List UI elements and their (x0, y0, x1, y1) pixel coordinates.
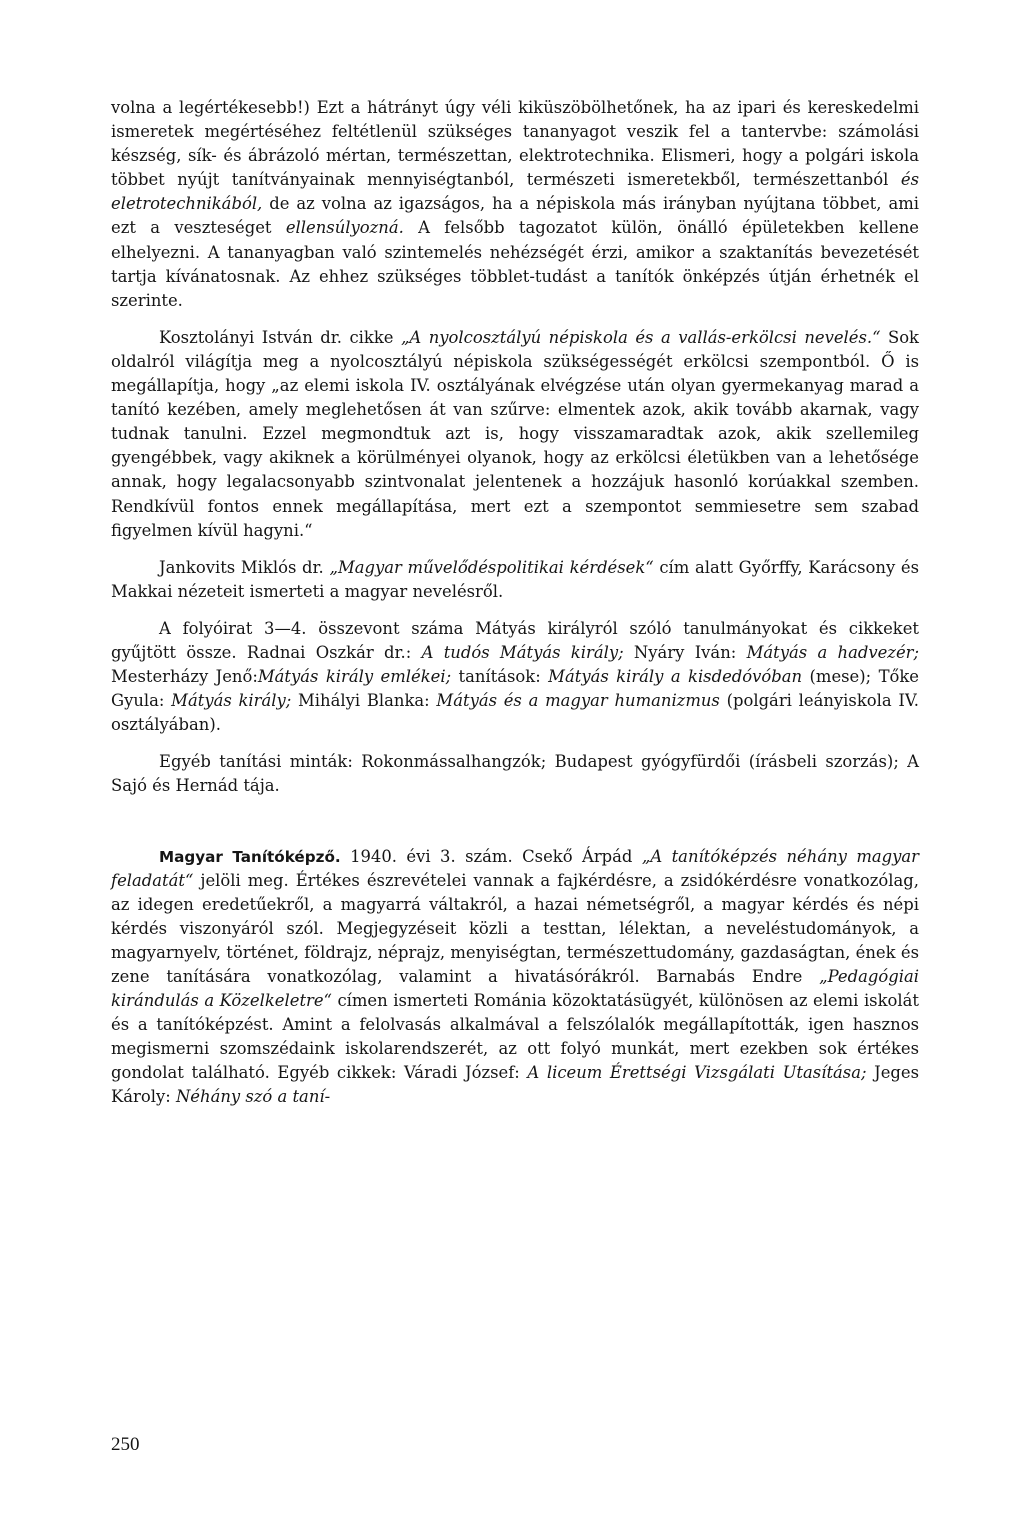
text-run: Jeges Károly: (111, 1063, 919, 1107)
text-run: címen ismerteti Románia közoktatásügyét, különösen az elemi iskolát és a tanítóképzést. Amint a felolvasás alkalmával a felszólalók megállapították, igen hasznos megismerni szomszédaink iskolarendszerét, az ott folyó munkát, mert ezekben sok értékes gondolat található. Egyéb cikkek: Váradi József: (111, 991, 919, 1083)
italic-title-run: Mátyás király emlékei; (257, 667, 452, 687)
text-run: A felsőbb tagozatot külön, önálló épületekben kellene elhelyezni. A tananyagban való szintemelés nehézségét érzi, amikor a szaktanítás bevezetését tartja kívánatosnak. Az ehhez szükséges többlet-tudást a tanítók önképzés útján érhetnék el szerinte. (111, 218, 919, 310)
paragraph-6 (111, 845, 919, 1110)
text-run: Egyéb tanítási minták: Rokonmássalhangzók; Budapest gyógyfürdői (írásbeli szorzás); A Sajó és Hernád tája. (111, 752, 919, 796)
journal-title: Magyar Tanítóképző. (159, 847, 341, 866)
text-run: A folyóirat 3—4. összevont száma Mátyás királyról szóló tanulmányokat és cikkeket gyűjtött össze. Radnai Oszkár dr.: (111, 618, 919, 662)
text-run: (mese); Tőke Gyula: (111, 667, 920, 711)
italic-title-run: Mátyás és a magyar humanizmus (436, 691, 720, 711)
italic-title-run: Mátyás a hadvezér; (746, 642, 920, 662)
text-run: Kosztolányi István dr. cikke (159, 327, 401, 347)
text-run: Mesterházy Jenő: (111, 667, 258, 687)
text-run: 1940. évi 3. szám. Csekő Árpád (340, 846, 642, 866)
italic-title-run: és eletrotechnikából, (111, 170, 919, 214)
italic-title-run: A liceum Érettségi Vizsgálati Utasítása; (527, 1063, 867, 1083)
text-run: Sok oldalról világítja meg a nyolcosztályú népiskola szükségességét erkölcsi szempontból. Ő is megállapítja, hogy „az elemi iskola IV. osztályának elvégzése után olyan gyermekanyag marad a tanító kezében, amely meglehetősen át van szűrve: elmentek azok, akik tovább akarnak, vagy tudnak tanulni. Ezzel megmondtuk azt is, hogy visszamaradtak azok, akik szellemileg gyengébbek, vagy akiknek a körülményei olyanok, hogy az erkölcsi életükben van a lehetősége annak, hogy legalacsonyabb szintvonalat jelentenek a hozzájuk hasonló korúakkal szemben. Rendkívül fontos ennek megállapítása, mert ezt a szempontot semmiesetre sem szabad figyelmen kívül hagyni.“ (111, 327, 919, 540)
paragraph-3 (111, 556, 919, 604)
text-run: jelöli meg. Értékes észrevételei vannak a fajkérdésre, a zsidókérdésre vonatkozólag, az idegen eredetűekről, a magyarrá váltakról, a hazai németségről, a magyar kérdés és népi kérdés viszonyáról szól. Megjegyzéseit közli a testtan, lélektan, a neveléstudományok, a magyarnyelv, történet, földrajz, néprajz, menyiségtan, természettudomány, gazdaságtan, ének és zene tanítására vonatkozólag, valamint a hivatásórákról. Barnabás Endre (111, 870, 919, 986)
italic-title-run: „Magyar művelődéspolitikai kérdések“ (329, 557, 654, 577)
paragraph-2 (111, 326, 919, 543)
page-body (111, 96, 919, 1110)
italic-title-run: „A tanítóképzés néhány magyar feladatát“ (111, 846, 920, 890)
paragraph-5 (111, 750, 919, 798)
italic-title-run: ellensúlyozná. (285, 218, 404, 238)
italic-title-run: „A nyolcosztályú népiskola és a vallás-erkölcsi nevelés.“ (400, 327, 881, 347)
text-run: Nyáry Iván: (623, 642, 747, 662)
italic-title-run: Néhány szó a taní- (175, 1087, 331, 1107)
page-number: 250 (111, 1434, 140, 1455)
text-run: tanítások: (451, 667, 549, 687)
italic-title-run: „Pedagógiai kirándulás a Közelkeletre“ (111, 967, 919, 1011)
italic-title-run: Mátyás király; (171, 691, 292, 711)
text-run: volna a legértékesebb!) Ezt a hátrányt úgy véli kiküszöbölhetőnek, ha az ipari és kereskedelmi ismeretek megértéséhez feltétlenül szükséges tananyagot veszik fel a tantervbe: számolási készség, sík- és ábrázoló mértan, természettan, elektrotechnika. Elismeri, hogy a polgári iskola többet nyújt tanítványainak mennyiségtanból, természeti ismeretekből, természettanból (111, 98, 919, 190)
text-run: Jankovits Miklós dr. (159, 557, 330, 577)
text-run: cím alatt Győrffy, Karácsony és Makkai nézeteit ismerteti a magyar nevelésről. (111, 557, 919, 601)
paragraph-1 (111, 96, 919, 313)
italic-title-run: Mátyás király a kisdedóvóban (548, 667, 803, 687)
text-run: Mihályi Blanka: (291, 691, 437, 711)
italic-title-run: A tudós Mátyás király; (421, 642, 624, 662)
paragraph-4 (111, 617, 919, 737)
text-run: (polgári leányiskola IV. osztályában). (111, 691, 920, 735)
text-run: de az volna az igazságos, ha a népiskola más irányban nyújtana többet, ami ezt a veszteséget (111, 194, 919, 238)
